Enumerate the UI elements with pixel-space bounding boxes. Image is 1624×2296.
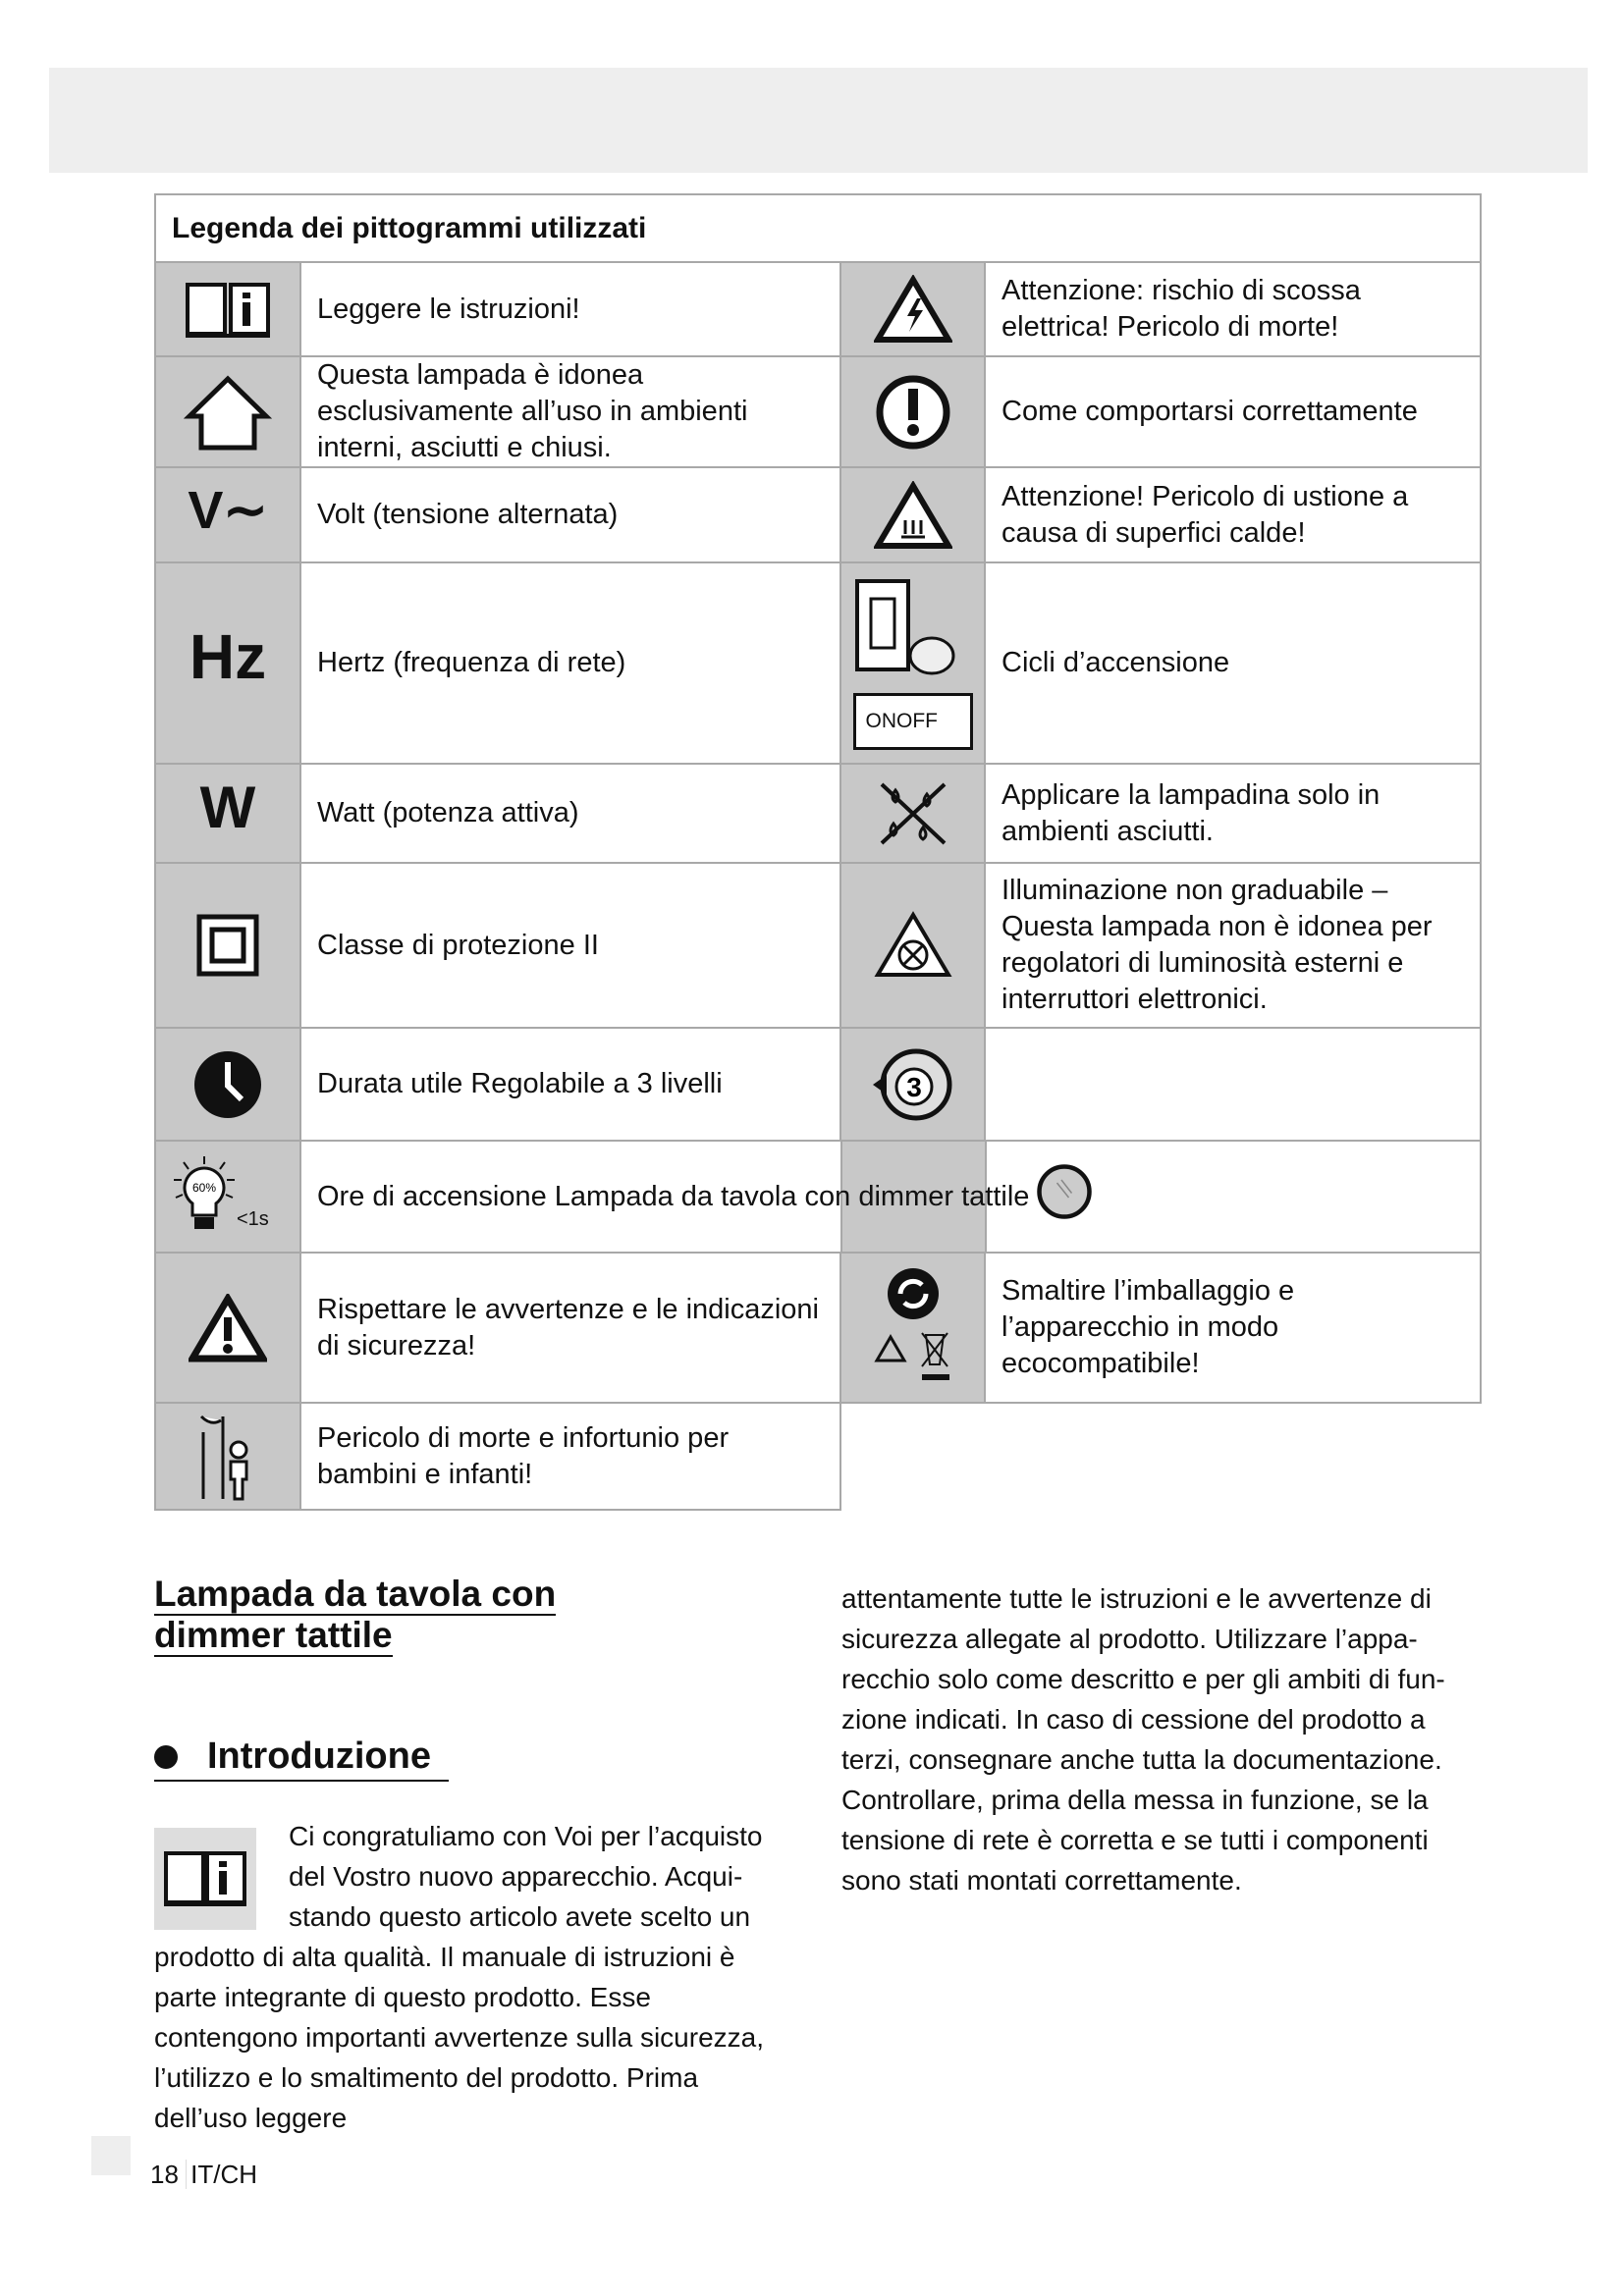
legend-row-spanning bbox=[300, 1141, 1481, 1253]
child-danger-icon bbox=[155, 1403, 300, 1510]
legend-text: Leggere le istruzioni! bbox=[300, 262, 840, 356]
legend-text: Watt (potenza attiva) bbox=[300, 764, 840, 863]
legend-title: Legenda dei pittogrammi utilizzati bbox=[155, 194, 1481, 262]
bullet-icon bbox=[154, 1745, 178, 1769]
switch-cycles-icon: ONOFF bbox=[840, 562, 985, 764]
touch-dimmer-icon bbox=[1029, 1162, 1094, 1231]
intro-text-right: attentamente tutte le istruzioni e le avvertenze di sicurezza allegate al prodotto. Utilizzare l’apparecchio solo come descritto e per gli ambiti di funzione indicati. In caso di cessione del prodotto a terzi, consegnare anche tutta la documentazione. Controllare, prima della messa in funzione, se la tensione di rete è corretta e se tutti i componenti sono stati montati correttamente. bbox=[841, 1583, 1445, 1896]
legend-text: Hertz (frequenza di rete) bbox=[300, 562, 840, 764]
legend-text: Pericolo di morte e infortunio per bambini e infanti! bbox=[300, 1403, 840, 1510]
legend-text: Classe di protezione II bbox=[300, 863, 840, 1028]
bulb-60-percent-icon: 60% <1s bbox=[155, 1141, 300, 1253]
no-dimmer-icon bbox=[840, 863, 985, 1028]
pictogram-legend-table bbox=[154, 193, 1482, 1511]
legend-text: Questa lampada è idonea esclusivamente all’uso in ambienti interni, asciutti e chiusi. bbox=[300, 356, 840, 467]
legend-text: Attenzione! Pericolo di ustione a causa di superfici calde! bbox=[985, 467, 1481, 562]
three-levels-icon bbox=[840, 1028, 985, 1141]
legend-text: Come comportarsi correttamente bbox=[985, 356, 1481, 467]
intro-text-left: Ci congratuliamo con Voi per l’acquisto del Vostro nuovo apparecchio. Acqui- stando questo articolo avete scelto un prodotto di alta qualità. Il manuale di istruzioni è parte integrante di questo prodotto. Esse contengono importanti avvertenze sulla sicurezza, l’utilizzo e lo smaltimento del prodotto. Prima dell’uso leggere bbox=[154, 1821, 765, 2133]
hertz-icon: Hz bbox=[155, 562, 300, 764]
page-number: 18 IT/CH bbox=[150, 2160, 258, 2189]
svg-text:60%: 60% bbox=[191, 1181, 217, 1195]
legend-text: Cicli d’accensione bbox=[985, 562, 1481, 764]
electric-shock-icon bbox=[840, 262, 985, 356]
read-instructions-icon bbox=[155, 262, 300, 356]
section-heading: Introduzione bbox=[154, 1735, 449, 1782]
page-heading: Lampada da tavola con dimmer tattile bbox=[154, 1574, 557, 1655]
watt-icon: W bbox=[155, 764, 300, 863]
warning-icon bbox=[155, 1253, 300, 1403]
clock-icon bbox=[155, 1028, 300, 1141]
legend-text: Attenzione: rischio di scossa elettrica! Pericolo di morte! bbox=[985, 262, 1481, 356]
house-icon bbox=[155, 356, 300, 467]
legend-text: Durata utile Regolabile a 3 livelli bbox=[300, 1028, 840, 1141]
header-band bbox=[49, 68, 1588, 173]
legend-text bbox=[985, 1028, 1481, 1141]
exclamation-circle-icon bbox=[840, 356, 985, 467]
hot-surface-icon bbox=[840, 467, 985, 562]
dry-environment-icon bbox=[840, 764, 985, 863]
svg-text:3: 3 bbox=[905, 1071, 922, 1102]
legend-text: Ore di accensione Lampada da tavola con dimmer tattile bbox=[317, 1180, 1030, 1212]
page-marker bbox=[91, 2136, 131, 2175]
legend-text: Applicare la lampadina solo in ambienti asciutti. bbox=[985, 764, 1481, 863]
volt-ac-icon: V∼ bbox=[155, 467, 300, 562]
legend-text: Volt (tensione alternata) bbox=[300, 467, 840, 562]
legend-text: Smaltire l’imballaggio e l’apparecchio in modo ecocompatibile! bbox=[985, 1253, 1481, 1403]
protection-class-ii-icon bbox=[155, 863, 300, 1028]
legend-text: Rispettare le avvertenze e le indicazioni di sicurezza! bbox=[300, 1253, 840, 1403]
recycling-icon bbox=[840, 1253, 985, 1403]
legend-text: Illuminazione non graduabile – Questa lampada non è idonea per regolatori di luminosità esterni e interruttori elettronici. bbox=[985, 863, 1481, 1028]
